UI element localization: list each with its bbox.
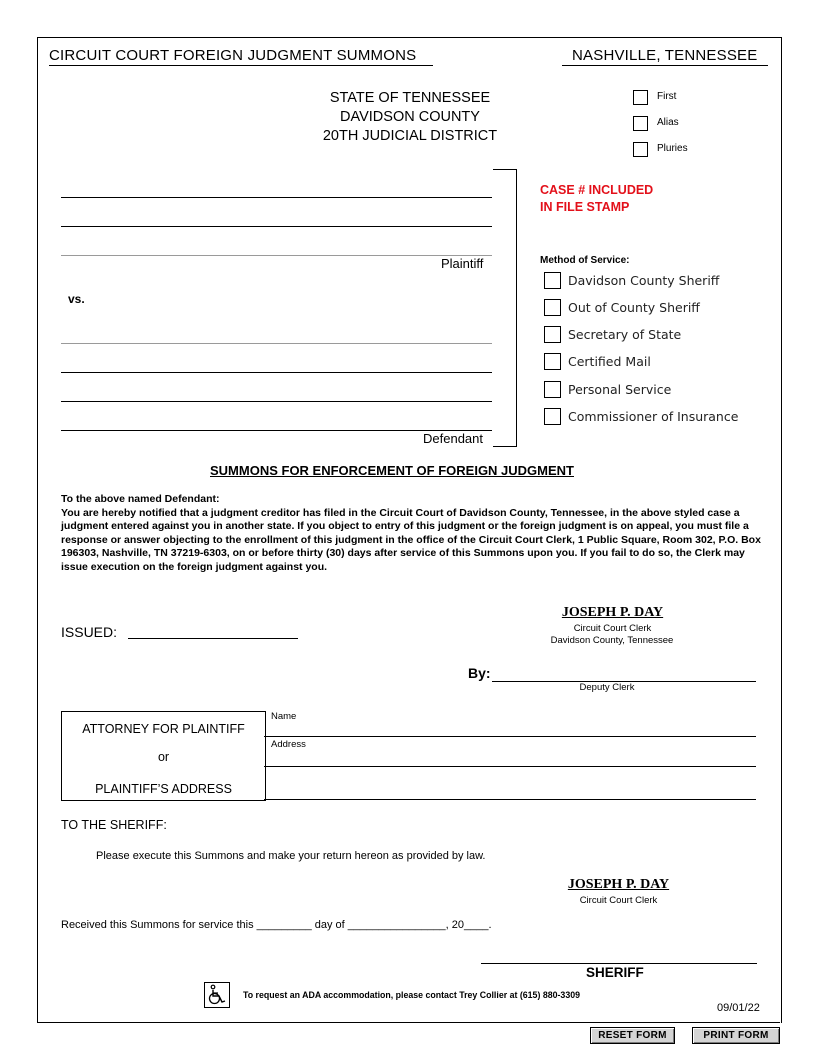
name-field[interactable] — [264, 736, 756, 737]
plaintiff-field-1[interactable] — [61, 197, 492, 198]
court-block — [290, 89, 530, 146]
attorney-box — [61, 711, 266, 801]
plaintiff-address-label: PLAINTIFF’S ADDRESS — [95, 782, 232, 796]
alias-label: Alias — [657, 117, 679, 128]
court-state: STATE OF TENNESSEE — [329, 90, 491, 106]
defendant-field-1[interactable] — [61, 343, 492, 344]
summons-title: SUMMONS FOR ENFORCEMENT OF FOREIGN JUDGMENT — [210, 463, 574, 478]
pluries-checkbox[interactable] — [633, 142, 648, 157]
secretary-of-state-label: Secretary of State — [568, 327, 682, 342]
deputy-clerk-label: Deputy Clerk — [579, 682, 635, 693]
plaintiff-label: Plaintiff — [441, 256, 484, 271]
address-label: Address — [271, 739, 306, 750]
address-field-1[interactable] — [264, 766, 756, 767]
form-date: 09/01/22 — [717, 1002, 760, 1014]
form-location: NASHVILLE, TENNESSEE — [572, 47, 758, 64]
method-of-service-title: Method of Service: — [540, 255, 630, 266]
first-label: First — [657, 91, 677, 102]
sheriff-label: SHERIFF — [586, 965, 644, 980]
plaintiff-field-2[interactable] — [61, 226, 492, 227]
salutation: To the above named Defendant: — [61, 493, 220, 505]
wheelchair-glyph — [205, 983, 229, 1007]
defendant-label: Defendant — [423, 431, 483, 446]
secretary-of-state-checkbox[interactable] — [544, 326, 561, 343]
attorney-label: ATTORNEY FOR PLAINTIFF — [82, 722, 245, 736]
reset-form-button[interactable]: RESET FORM — [590, 1027, 675, 1044]
name-label: Name — [271, 711, 297, 722]
to-sheriff-heading: TO THE SHERIFF: — [61, 818, 167, 832]
commissioner-of-insurance-checkbox[interactable] — [544, 408, 561, 425]
davidson-county-sheriff-checkbox[interactable] — [544, 272, 561, 289]
clerk-signature-2: JOSEPH P. DAY — [567, 877, 670, 892]
pluries-label: Pluries — [657, 143, 688, 154]
commissioner-of-insurance-label: Commissioner of Insurance — [568, 409, 739, 424]
out-of-county-sheriff-label: Out of County Sheriff — [568, 300, 700, 315]
caption-bracket — [493, 169, 517, 447]
summons-notice: You are hereby notified that a judgment creditor has filed in the Circuit Court of Davidson County, Tennessee, in the above styled case a judgment entered against you in another state. If you object to entry of this judgment or the foreign judgment is on appeal, you must file a response or answer objecting to the enrollment of this judgment in the office of the Circuit Court Clerk, 1 Public Square, Room 302, P.O. Box 196303, Nashville, TN 37219-6303, on or before thirty (30) days after service of this Summons upon you. If you fail to do so, the Clerk may issue execution on the foreign judgment against you. — [61, 506, 761, 573]
defendant-field-2[interactable] — [61, 372, 492, 373]
issued-date-field[interactable] — [128, 638, 298, 639]
received-text: Received this Summons for service this _________ day of ________________, 20____. — [61, 919, 492, 931]
plaintiff-field-3[interactable] — [61, 255, 492, 256]
davidson-county-sheriff-label: Davidson County Sheriff — [568, 273, 720, 288]
sheriff-signature-field[interactable] — [481, 963, 757, 964]
vs-label: vs. — [68, 292, 85, 306]
out-of-county-sheriff-checkbox[interactable] — [544, 299, 561, 316]
case-note-line-1: CASE # INCLUDED — [540, 183, 654, 197]
or-label: or — [157, 750, 170, 764]
first-checkbox[interactable] — [633, 90, 648, 105]
title-underline — [49, 65, 433, 66]
clerk-title: Circuit Court Clerk — [573, 623, 652, 634]
form-frame-bottom — [37, 1022, 780, 1023]
defendant-field-3[interactable] — [61, 401, 492, 402]
summons-body — [61, 493, 761, 575]
location-underline — [562, 65, 768, 66]
case-number-note — [540, 182, 653, 216]
clerk-signature: JOSEPH P. DAY — [561, 605, 664, 620]
certified-mail-label: Certified Mail — [568, 354, 651, 369]
sheriff-instruction: Please execute this Summons and make your return hereon as provided by law. — [96, 850, 486, 862]
ada-notice: To request an ADA accommodation, please contact Trey Collier at (615) 880-3309 — [243, 990, 581, 1000]
case-note-line-2: IN FILE STAMP — [540, 200, 630, 214]
personal-service-checkbox[interactable] — [544, 381, 561, 398]
clerk-county: Davidson County, Tennessee — [550, 635, 674, 646]
form-title: CIRCUIT COURT FOREIGN JUDGMENT SUMMONS — [49, 47, 417, 64]
certified-mail-checkbox[interactable] — [544, 353, 561, 370]
wheelchair-icon — [204, 982, 230, 1008]
print-form-button[interactable]: PRINT FORM — [692, 1027, 780, 1044]
clerk-title-2: Circuit Court Clerk — [579, 895, 658, 906]
personal-service-label: Personal Service — [568, 382, 672, 397]
court-district: 20TH JUDICIAL DISTRICT — [322, 128, 498, 144]
court-county: DAVIDSON COUNTY — [340, 109, 480, 125]
issued-label: ISSUED: — [61, 624, 118, 640]
by-label: By: — [468, 665, 491, 681]
alias-checkbox[interactable] — [633, 116, 648, 131]
address-field-2[interactable] — [264, 799, 756, 800]
